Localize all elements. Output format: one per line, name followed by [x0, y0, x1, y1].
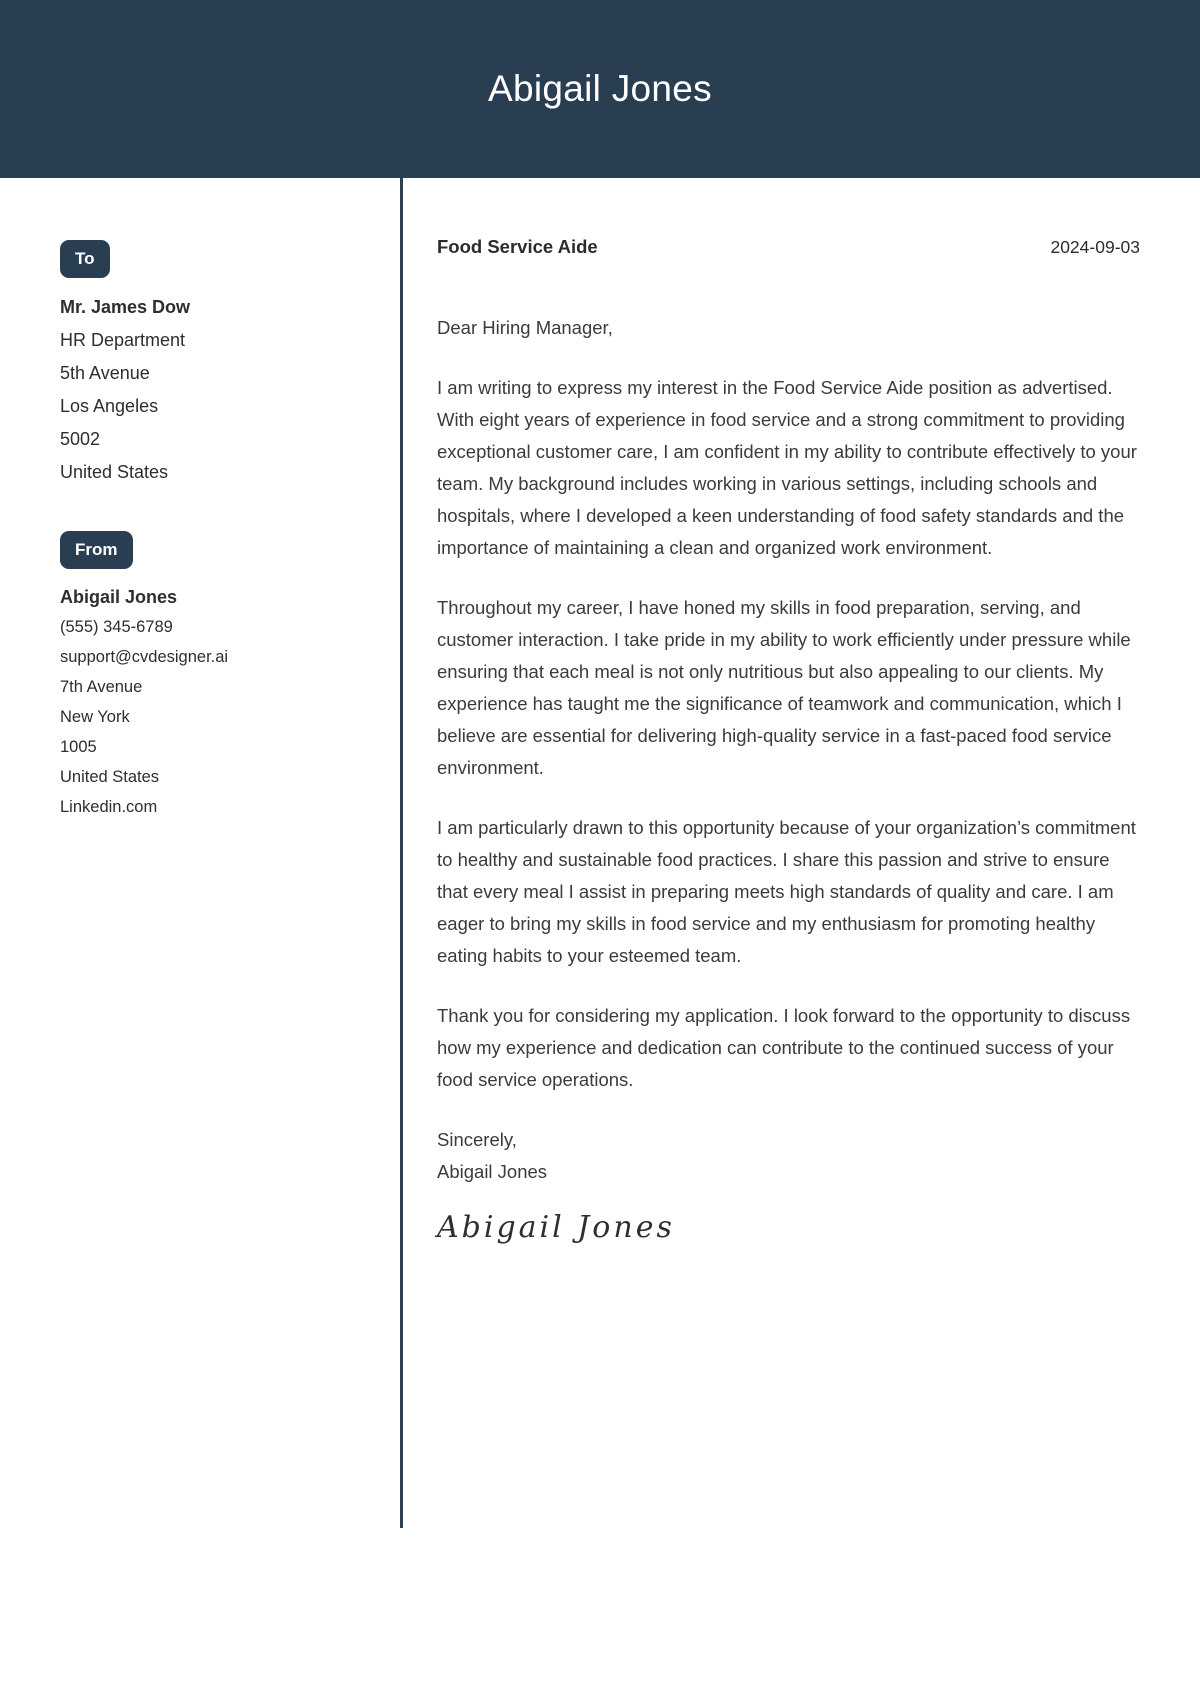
sender-phone: (555) 345-6789: [60, 618, 173, 636]
sender-linkedin: Linkedin.com: [60, 798, 158, 816]
to-badge: To: [60, 240, 110, 278]
recipient-address-line: HR Department: [60, 330, 186, 350]
letter-paragraph: I am writing to express my interest in the Food Service Aide position as advertised. With eight years of experience in food service and a strong commitment to providing exceptional customer care, I am confident in my ability to contribute effectively to your team. My background includes working in various settings, including schools and hospitals, where I developed a keen understanding of food safety standards and the importance of maintaining a clean and organized work environment.: [437, 377, 1137, 558]
sender-address-line: 7th Avenue: [60, 678, 143, 696]
letter-main-column: [400, 178, 1200, 1684]
sender-address-line: New York: [60, 708, 130, 726]
recipient-address-line: United States: [60, 462, 169, 482]
sender-email: support@cvdesigner.ai: [60, 648, 229, 666]
letter-paragraph: I am particularly drawn to this opportunity because of your organization’s commitment to healthy and sustainable food practices. I share this passion and strive to ensure that every meal I assist in preparing meets high standards of quality and care. I am eager to bring my skills in food service and my enthusiasm for promoting healthy eating habits to your esteemed team.: [437, 817, 1136, 966]
signature-script: Abigail Jones: [437, 1210, 675, 1245]
letter-paragraphs: [437, 372, 1140, 1096]
closing-phrase: Sincerely,: [437, 1129, 517, 1150]
letter-title-row: [437, 236, 1140, 258]
address-sidebar: [0, 178, 400, 1684]
recipient-address: [60, 291, 360, 489]
recipient-address-line: 5002: [60, 429, 101, 449]
sender-address-line: United States: [60, 768, 160, 786]
recipient-name: Mr. James Dow: [60, 297, 191, 317]
to-section: [60, 240, 360, 489]
salutation: Dear Hiring Manager,: [437, 317, 613, 338]
recipient-address-line: 5th Avenue: [60, 363, 150, 383]
closing-block: [437, 1124, 1140, 1188]
from-badge: From: [60, 531, 133, 569]
letter-date: 2024-09-03: [1050, 237, 1140, 257]
letter-body-area: [0, 178, 1200, 1684]
vertical-divider: [400, 178, 403, 1528]
letter-paragraph: Thank you for considering my application. I look forward to the opportunity to discuss how my experience and dedication can contribute to the continued success of your food service operations.: [437, 1005, 1131, 1090]
from-section: [60, 531, 360, 822]
recipient-address-line: Los Angeles: [60, 396, 159, 416]
job-title: Food Service Aide: [437, 236, 598, 257]
letter-header: [0, 0, 1200, 178]
letter-paragraph: Throughout my career, I have honed my skills in food preparation, serving, and customer interaction. I take pride in my ability to work efficiently under pressure while ensuring that each meal is not only nutritious but also appealing to our clients. My experience has taught me the significance of teamwork and communication, which I believe are essential for delivering high-quality service in a fast-paced food service environment.: [437, 597, 1131, 778]
signer-name: Abigail Jones: [437, 1161, 548, 1182]
candidate-name-title: Abigail Jones: [488, 68, 712, 109]
sender-details: [60, 582, 360, 822]
sender-name: Abigail Jones: [60, 587, 178, 607]
sender-address-line: 1005: [60, 738, 97, 756]
